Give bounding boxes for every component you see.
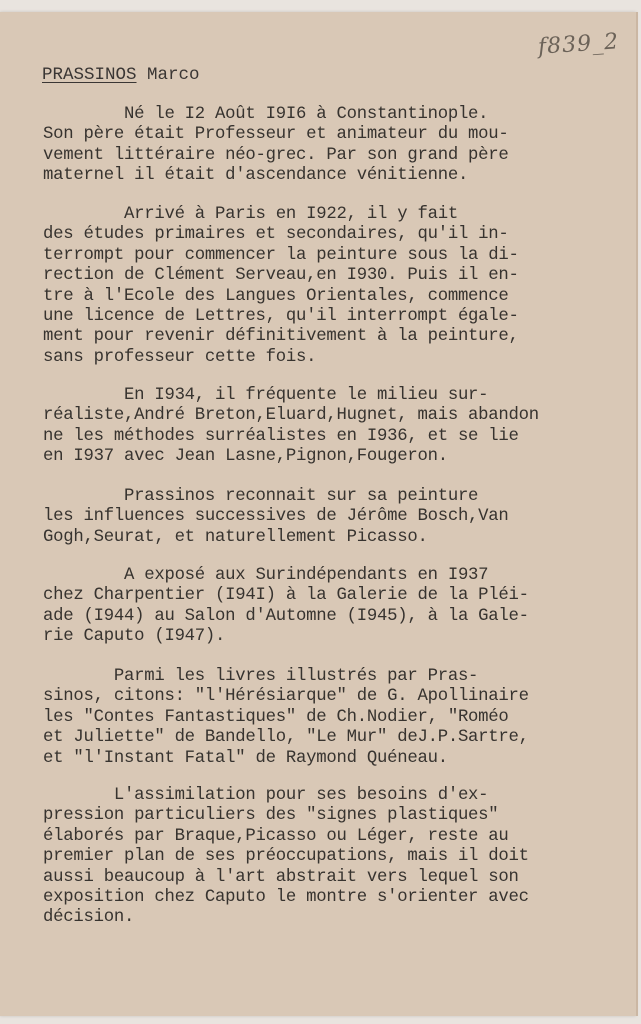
paragraph-exhibitions: A exposé aux Surindépendants en I937 chez Charpentier (I94I) à la Galerie de la Pléi- ade (I944) au Salon d'Automne (I945), à la Gale- rie Caputo (I947). [43,566,529,647]
paragraph-illustrated-books: Parmi les livres illustrés par Pras- sinos, citons: "l'Hérésiarque" de G. Apollinaire les "Contes Fantastiques" de Ch.Nodier, "Roméo et Juliette" de Bandello, "Le Mur" deJ.P.Sartre, et "l'Instant Fatal" de Raymond Quéneau. [43,667,529,768]
page-title [42,65,200,85]
paragraph-birth: Né le I2 Août I9I6 à Constantinople. Son père était Professeur et animateur du mou- vement littéraire néo-grec. Par son grand père maternel il était d'ascendance vénitienne. [43,105,509,186]
surname: PRASSINOS [42,65,137,85]
handwritten-reference-number: f839_2 [537,29,620,60]
paragraph-abstract-art: L'assimilation pour ses besoins d'ex- pression particuliers des "signes plastiques" élaborés par Braque,Picasso ou Léger, reste au premier plan de ses préoccupations, mais il doit aussi beaucoup à l'art abstrait vers lequel son exposition chez Caputo le montre s'orienter avec décision. [43,786,529,928]
first-name: Marco [147,65,200,85]
typewritten-page [0,12,636,1016]
paragraph-surrealism: En I934, il fréquente le milieu sur- réaliste,André Breton,Eluard,Hugnet, mais abandon ne les méthodes surréalistes en I936, et se lie en I937 avec Jean Lasne,Pignon,Fougeron. [43,386,539,467]
paragraph-education: Arrivé à Paris en I922, il y fait des études primaires et secondaires, qu'il in- terrompt pour commencer la peinture sous la di- rection de Clément Serveau,en I930. Puis il en- tre à l'Ecole des Langues Orientales, commence une licence de Lettres, qu'il interrompt égale- ment pour revenir définitivement à la peinture, sans professeur cette fois. [43,205,519,367]
paragraph-influences: Prassinos reconnait sur sa peinture les influences successives de Jérôme Bosch,Van Gogh,Seurat, et naturellement Picasso. [43,487,509,547]
